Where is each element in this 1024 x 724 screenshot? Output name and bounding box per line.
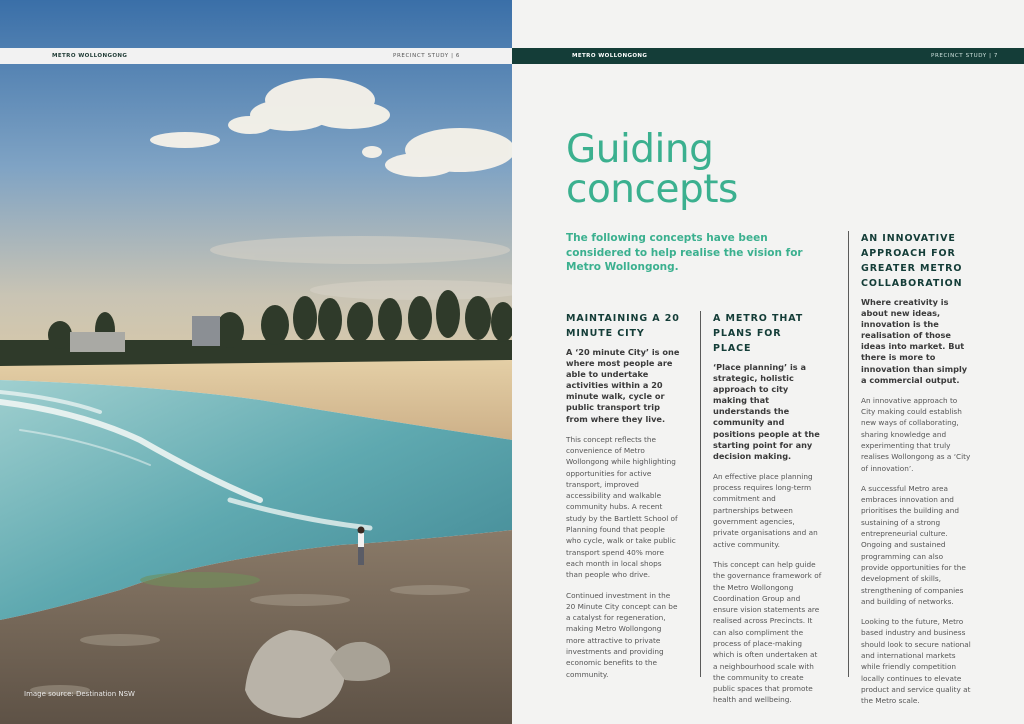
concept-lead: A ‘20 minute City’ is one where most people are able to undertake activities within a 20 minute walk, cycle or public transport trip from where they live. — [566, 347, 680, 424]
concept-paragraph: This concept can help guide the governance framework of the Metro Wollongong Coordination Group and ensure vision statements are realised across Precincts. It can also compliment the process of place-making which is often undertaken at a neighbourhood scale with the community to create public spaces that promote health and wellbeing. — [713, 559, 822, 705]
intro-text: The following concepts have been considered to help realise the vision for Metro Wollongong. — [566, 232, 803, 273]
concept-lead: Where creativity is about new ideas, innovation is the realisation of those ideas into market. But there is more to innovation than simply a commercial output. — [861, 297, 968, 385]
concept-lead: ‘Place planning’ is a strategic, holistic approach to city making that understands the community and positions people at the starting point for any decision making. — [713, 362, 820, 461]
concept-column-plans-for-place — [700, 311, 822, 705]
concept-heading: AN INNOVATIVE APPROACH FOR GREATER METRO COLLABORATION — [861, 233, 963, 289]
concept-paragraph: A successful Metro area embraces innovation and prioritises the building and sustaining of a strong entrepreneurial culture. Ongoing and sustained programming can also provide opportunities for the development of skills, strengthening of companies and building of networks. — [861, 483, 966, 606]
image-source-caption: Image source: Destination NSW — [24, 690, 135, 698]
concept-column-20-minute-city — [566, 311, 680, 689]
concept-paragraph: Continued investment in the 20 Minute City concept can be a catalyst for regeneration, making Metro Wollongong more attractive to private investments and providing economic benefits to the community. — [566, 590, 678, 679]
concept-heading: A METRO THAT PLANS FOR PLACE — [713, 313, 804, 354]
page-title — [566, 127, 826, 212]
concept-paragraph: This concept reflects the convenience of Metro Wollongong while highlighting opportunities for active transport, improved accessibility and walkable community hubs. A recent study by the Bartlett School of Planning found that people who cycle, walk or take public transport spend 40% more each month in local shops than people who drive. — [566, 434, 678, 580]
page-title-line-2: concepts — [566, 167, 738, 212]
left-page-header — [0, 48, 512, 64]
header-brand: METRO WOLLONGONG — [572, 53, 648, 59]
concept-paragraph: An innovative approach to City making could establish new ways of collaborating, sharing knowledge and experimenting that truly realises Wollongong as a ‘City of innovation’. — [861, 395, 971, 473]
page-title-line-1: Guiding — [566, 127, 714, 172]
header-page-label: PRECINCT STUDY | 7 — [931, 53, 998, 59]
right-page — [512, 0, 1024, 724]
concept-paragraph: An effective place planning process requires long-term commitment and partnerships between government agencies, private organisations and an active community. — [713, 471, 818, 549]
right-page-header — [512, 48, 1024, 64]
concept-heading: MAINTAINING A 20 MINUTE CITY — [566, 313, 680, 339]
header-page-label: PRECINCT STUDY | 6 — [393, 53, 460, 59]
concept-column-innovative-approach — [848, 231, 972, 706]
header-brand: METRO WOLLONGONG — [52, 53, 128, 59]
concept-paragraph: Looking to the future, Metro based industry and business should look to secure national and international markets while friendly competition locally continues to elevate product and service quality at the Metro scale. — [861, 617, 971, 706]
